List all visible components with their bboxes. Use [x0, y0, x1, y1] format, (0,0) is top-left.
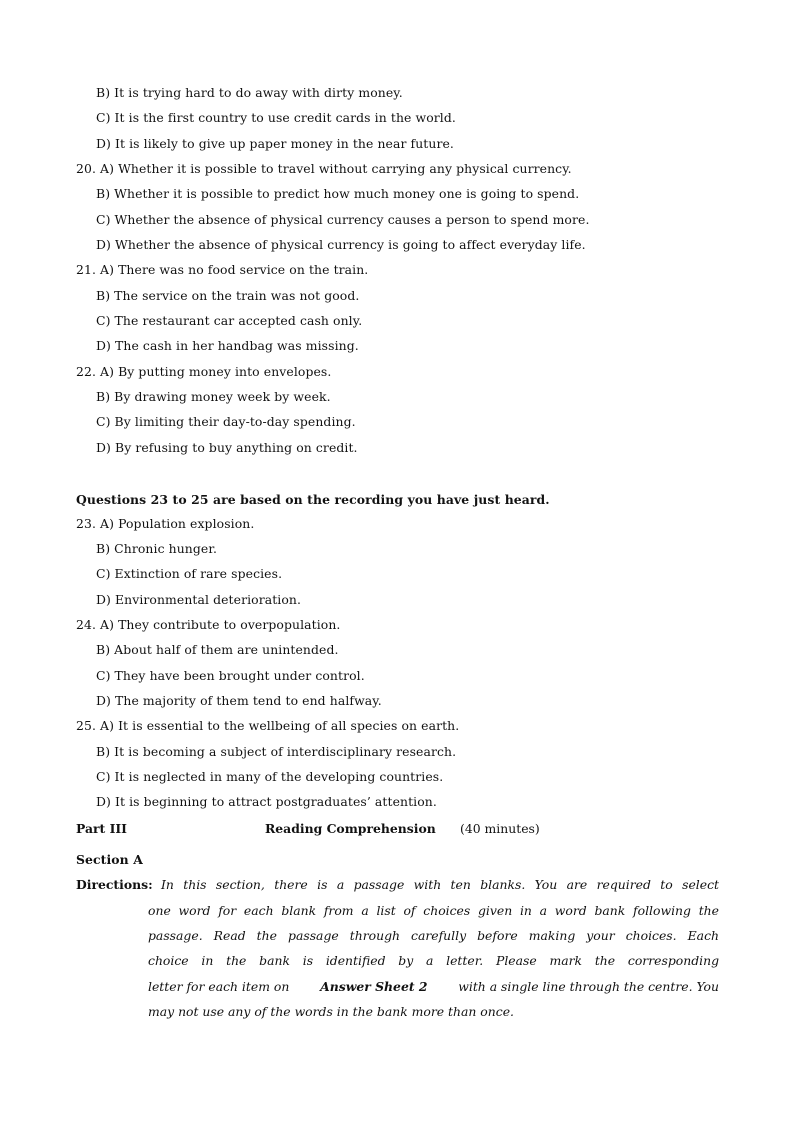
- q24-option-b: B) About half of them are unintended.: [96, 642, 339, 657]
- q25-option-b: B) It is becoming a subject of interdisciplinary research.: [96, 744, 457, 759]
- q21-option-c: C) The restaurant car accepted cash only.: [96, 313, 363, 328]
- q23-option-b: B) Chronic hunger.: [96, 541, 218, 556]
- q24-option-a: 24. A) They contribute to overpopulation.: [76, 617, 341, 632]
- part-time: (40 minutes): [460, 821, 540, 836]
- q25-option-a: 25. A) It is essential to the wellbeing of all species on earth.: [76, 718, 460, 733]
- q20-option-c: C) Whether the absence of physical currency causes a person to spend more.: [96, 212, 590, 227]
- q20-option-a: 20. A) Whether it is possible to travel without carrying any physical currency.: [76, 161, 572, 176]
- directions-line-5-start: letter for each item on: [148, 979, 290, 994]
- q19-option-c: C) It is the first country to use credit cards in the world.: [96, 110, 456, 125]
- q21-option-b: B) The service on the train was not good.: [96, 288, 360, 303]
- q22-option-c: C) By limiting their day-to-day spending.: [96, 414, 356, 429]
- questions-23-25-heading: Questions 23 to 25 are based on the recording you have just heard.: [76, 492, 550, 507]
- directions-line-5: [148, 979, 719, 995]
- answer-sheet-reference: Answer Sheet 2: [320, 979, 428, 994]
- q19-option-b: B) It is trying hard to do away with dirty money.: [96, 85, 403, 100]
- q23-option-a: 23. A) Population explosion.: [76, 516, 255, 531]
- part-title: Reading Comprehension: [265, 821, 436, 836]
- q24-option-c: C) They have been brought under control.: [96, 668, 365, 683]
- section-a-heading: Section A: [76, 852, 143, 867]
- q22-option-d: D) By refusing to buy anything on credit.: [96, 440, 358, 455]
- q25-option-c: C) It is neglected in many of the developing countries.: [96, 769, 444, 784]
- q25-option-d: D) It is beginning to attract postgraduates’ attention.: [96, 794, 437, 809]
- directions-line-2: one word for each blank from a list of choices given in a word bank following the: [148, 903, 719, 918]
- directions-line-1: In this section, there is a passage with ten blanks. You are required to select: [161, 877, 719, 892]
- directions-line-6: may not use any of the words in the bank more than once.: [148, 1004, 514, 1019]
- q19-option-d: D) It is likely to give up paper money in the near future.: [96, 136, 454, 151]
- q21-option-d: D) The cash in her handbag was missing.: [96, 338, 359, 353]
- q23-option-d: D) Environmental deterioration.: [96, 592, 302, 607]
- directions-line-4: choice in the bank is identified by a letter. Please mark the corresponding: [148, 953, 719, 968]
- q20-option-d: D) Whether the absence of physical currency is going to affect everyday life.: [96, 237, 586, 252]
- q20-option-b: B) Whether it is possible to predict how much money one is going to spend.: [96, 186, 580, 201]
- directions-label: Directions:: [76, 877, 153, 892]
- q24-option-d: D) The majority of them tend to end halfway.: [96, 693, 382, 708]
- part-label: Part III: [76, 821, 127, 836]
- q23-option-c: C) Extinction of rare species.: [96, 566, 283, 581]
- q21-option-a: 21. A) There was no food service on the train.: [76, 262, 369, 277]
- directions-line-3: passage. Read the passage through carefully before making your choices. Each: [148, 928, 719, 943]
- directions-line-5-end: with a single line through the centre. You: [458, 979, 719, 994]
- q22-option-b: B) By drawing money week by week.: [96, 389, 331, 404]
- q22-option-a: 22. A) By putting money into envelopes.: [76, 364, 332, 379]
